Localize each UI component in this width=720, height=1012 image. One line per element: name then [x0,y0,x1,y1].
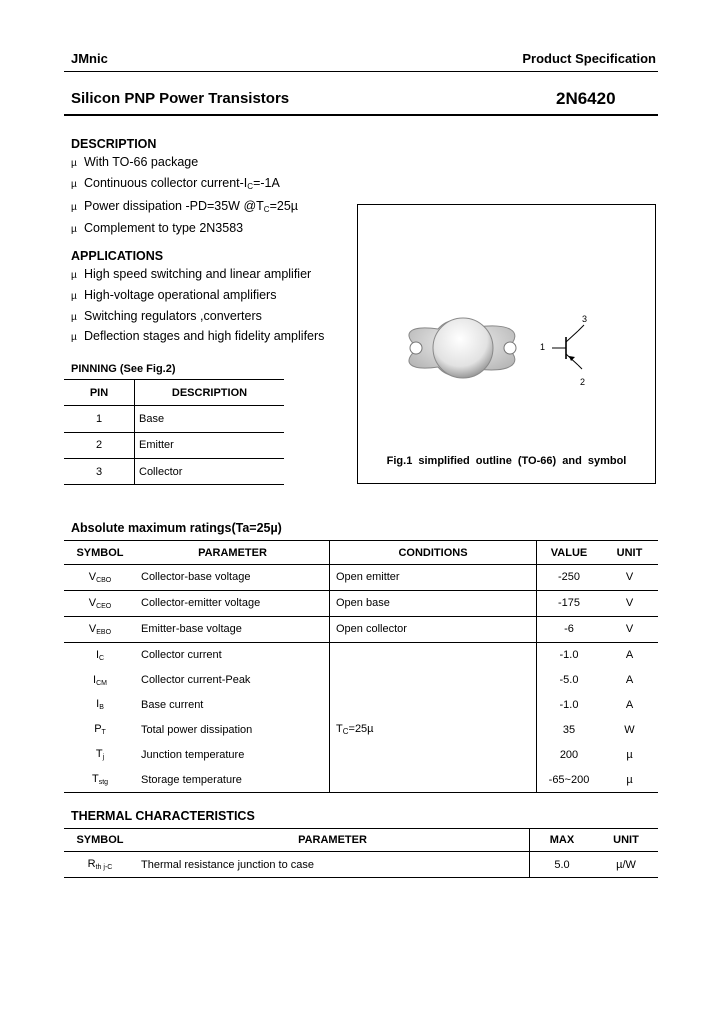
applications-list [71,265,324,348]
symbol-main: P [94,723,102,736]
col-max: MAX [530,829,595,852]
symbol-main: V [88,570,97,583]
bullet-icon: µ [71,178,77,190]
pin-number: 1 [64,406,135,432]
col-unit: UNIT [601,541,658,565]
condition-suffix: =25µ [348,723,374,736]
thermal-header-row [64,829,658,852]
symbol-main: V [88,622,97,635]
bullet-icon: µ [71,270,77,281]
bullet-icon: µ [71,332,77,344]
item-subscript: C [247,181,254,191]
value-cell: -5.0 [559,674,579,686]
parameter-cell: Collector current-Peak [136,668,330,693]
parameter-cell: Storage temperature [136,767,330,792]
parameter-cell: Collector-base voltage [136,565,330,591]
col-unit: UNIT [594,829,658,852]
description-item [71,219,298,240]
ratings-row [64,742,658,767]
thermal-table [64,828,658,878]
application-item [71,327,324,348]
value-cell: 35 [562,723,576,736]
title-rule [64,114,658,116]
pin-label-3: 3 [582,314,588,324]
ratings-row [64,668,658,693]
bullet-icon: µ [71,290,77,302]
symbol-cell [64,642,136,667]
ratings-row [64,565,658,591]
symbol-subscript: B [99,704,104,712]
condition-text: Open emitter [336,571,400,584]
item-text: High-voltage operational amplifiers [84,287,277,302]
col-parameter: PARAMETER [136,829,530,852]
pinning-row [64,458,284,484]
unit-cell: µ/W [594,852,658,878]
parameter-cell: Collector-emitter voltage [136,590,330,616]
description-item [71,153,298,174]
symbol-cell [64,590,136,616]
item-text: Continuous collector current-I [84,175,248,190]
parameter-cell: Total power dissipation [136,717,330,742]
symbol-subscript: j [102,754,105,762]
pin-description: Base [135,406,285,432]
item-text: Complement to type 2N3583 [84,221,244,236]
ratings-header-row [64,541,658,565]
item-text: Power dissipation -PD=35W @T [84,198,264,213]
thermal-heading: THERMAL CHARACTERISTICS [71,809,255,823]
parameter-cell: Junction temperature [136,742,330,767]
applications-heading: APPLICATIONS [71,249,164,263]
symbol-cell [64,852,136,878]
symbol-main: R [87,858,96,870]
parameter-cell: Thermal resistance junction to case [136,852,530,878]
symbol-main: T [95,748,103,761]
symbol-subscript: stg [98,779,109,787]
unit-cell: A [625,674,634,686]
ratings-row [64,767,658,792]
conditions-cell [330,767,537,792]
transistor-symbol [358,205,655,483]
bullet-icon: µ [71,201,77,213]
symbol-main: I [96,698,100,711]
condition-subscript: C [342,727,349,737]
pin-column-header: PIN [64,380,135,406]
symbol-main: I [95,648,99,661]
conditions-cell [330,692,537,717]
symbol-cell [64,742,136,767]
col-conditions: CONDITIONS [330,541,537,565]
pinning-row [64,432,284,458]
conditions-cell [330,717,537,742]
ratings-row [64,692,658,717]
description-column-header: DESCRIPTION [135,380,285,406]
item-subscript: C [263,204,270,214]
item-text: High speed switching and linear amplifier [84,267,312,281]
item-text-suffix: =25µ [269,198,298,213]
value-cell: -1.0 [537,642,602,667]
unit-cell: V [601,616,658,642]
condition-text: Open collector [336,623,407,636]
bullet-icon: µ [71,224,77,236]
max-cell: 5.0 [530,852,595,878]
conditions-cell [330,642,537,667]
unit-cell: W [624,723,635,736]
unit-cell: V [625,571,634,584]
pinning-table [64,379,284,485]
bullet-icon: µ [71,158,77,169]
description-heading: DESCRIPTION [71,137,157,151]
item-text-suffix: =-1A [253,175,280,190]
value-cell: -6 [537,616,602,642]
description-item [71,174,298,197]
condition-text: Open base [336,597,390,610]
pinning-header-row [64,380,284,406]
ratings-heading: Absolute maximum ratings(Ta=25µ) [71,521,282,535]
symbol-cell [64,668,136,693]
ratings-row [64,590,658,616]
symbol-main: I [93,673,97,686]
conditions-cell [330,616,537,642]
conditions-cell [330,565,537,591]
symbol-cell [64,717,136,742]
figure-box [357,204,656,484]
symbol-subscript: EBO [96,628,112,636]
item-text: Deflection stages and high fidelity amplifers [84,329,325,344]
symbol-subscript: CM [96,679,107,687]
col-symbol: SYMBOL [64,541,136,565]
thermal-row [64,852,658,878]
symbol-subscript: CEO [96,602,112,610]
item-text: With TO-66 package [84,155,199,169]
value-cell: -250 [557,571,581,584]
pin-description: Emitter [135,432,285,458]
value-cell: -175 [537,590,602,616]
description-item [71,197,298,220]
symbol-subscript: CBO [96,576,112,584]
part-number: 2N6420 [556,89,616,108]
symbol-subscript: T [101,729,106,737]
col-parameter: PARAMETER [136,541,330,565]
item-text: Switching regulators ,converters [84,308,262,323]
pin-number: 2 [64,432,135,458]
parameter-cell: Emitter-base voltage [136,616,330,642]
unit-cell: A [601,642,658,667]
col-symbol: SYMBOL [64,829,136,852]
symbol-main: T [91,773,99,786]
ratings-row [64,642,658,667]
description-list [71,153,298,240]
col-value: VALUE [537,541,602,565]
unit-cell: µ [626,748,633,761]
unit-cell: µ [601,767,658,792]
symbol-cell [64,565,136,591]
unit-cell: V [601,590,658,616]
symbol-main: V [88,596,97,609]
value-cell: 200 [559,748,579,761]
pin-label-1: 1 [540,342,546,352]
pinning-row [64,406,284,432]
ratings-table [64,540,658,793]
pin-label-2: 2 [580,377,586,387]
ratings-row [64,616,658,642]
symbol-cell [64,767,136,792]
header-rule [64,71,658,72]
application-item [71,265,324,286]
conditions-cell [330,668,537,693]
ratings-row [64,717,658,742]
product-line-title: Silicon PNP Power Transistors [71,90,290,107]
parameter-cell: Collector current [136,642,330,667]
application-item [71,307,324,328]
symbol-cell [64,692,136,717]
conditions-cell [330,590,537,616]
pin-number: 3 [64,458,135,484]
value-cell: -65~200 [537,767,602,792]
conditions-cell [330,742,537,767]
symbol-subscript: C [99,654,105,662]
document-type: Product Specification [522,51,656,66]
symbol-cell [64,616,136,642]
condition-text: T [336,723,343,736]
bullet-icon: µ [71,311,77,323]
symbol-subscript: th j-C [95,864,113,871]
company-name: JMnic [71,51,108,66]
application-item [71,286,324,307]
parameter-cell: Base current [136,692,330,717]
figure-caption: Fig.1 simplified outline (TO-66) and symbol [386,455,627,467]
pinning-heading: PINNING (See Fig.2) [71,363,176,375]
pin-description: Collector [135,458,285,484]
value-cell: -1.0 [559,698,579,711]
unit-cell: A [625,698,634,711]
